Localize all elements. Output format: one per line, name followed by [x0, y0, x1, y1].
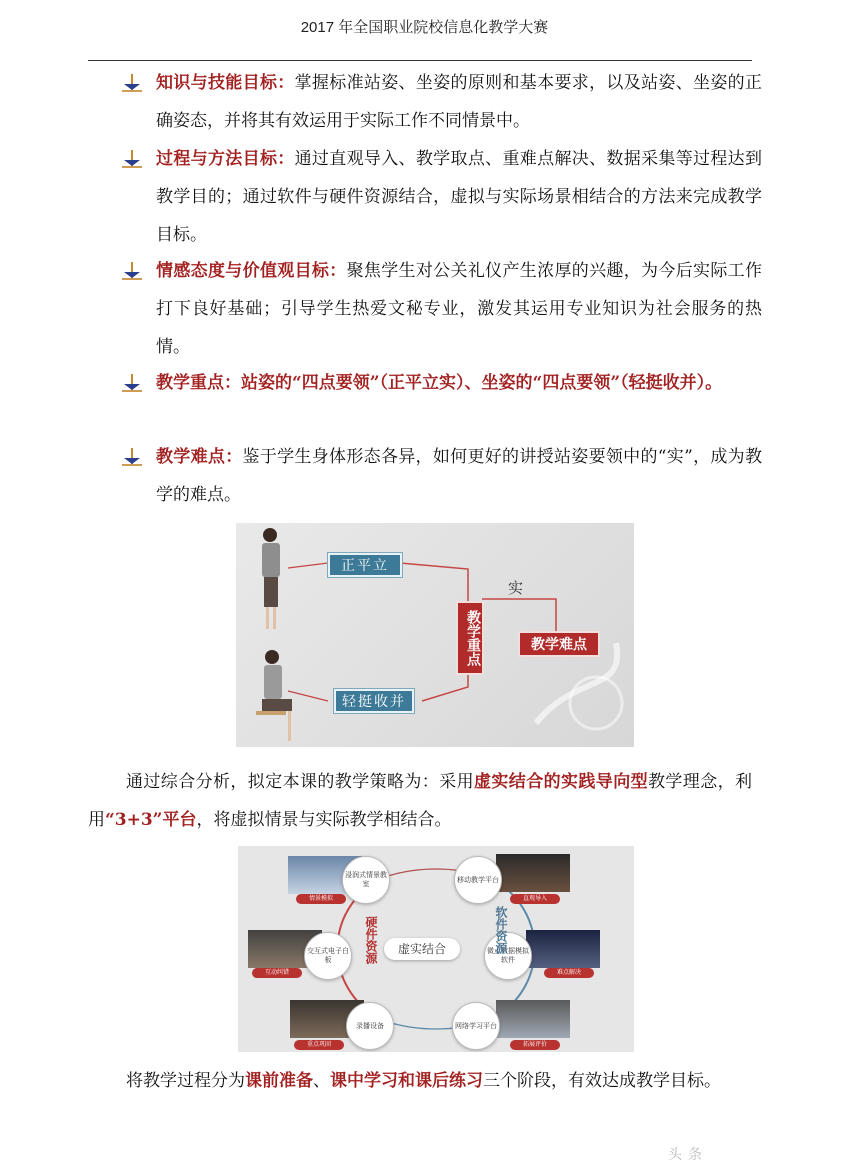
virtual-real-center: 虚实结合 [384, 938, 460, 960]
caption: 重点巩固 [294, 1040, 344, 1050]
node-mobile-platform: 移动教学平台 [454, 856, 502, 904]
objective-body: 站姿的“四点要领”（正平立实）、坐姿的“四点要领”（轻挺收并）。 [241, 373, 723, 393]
arrow-bullet-icon [122, 74, 142, 92]
objective-body: 聚焦学生对公关礼仪产生浓厚的兴趣，为今后实际工作打下良好基础；引导学生热爱文秘专业，激发其运用专业知识为社会服务的热情。 [156, 261, 763, 357]
highlight-run: 课中学习和课后练习 [330, 1071, 483, 1091]
highlight-run: “3+3”平台 [105, 810, 197, 830]
objective-body: 通过直观导入、教学取点、重难点解决、数据采集等过程达到教学目的；通过软件与硬件资源结合，虚拟与实际场景相结合的方法来完成教学目标。 [156, 149, 763, 245]
node-recording-device: 录播设备 [346, 1002, 394, 1050]
key-points-diagram [236, 523, 634, 747]
teaching-key-points [122, 364, 762, 402]
arrow-bullet-icon [122, 150, 142, 168]
highlight-run: 课前准备 [245, 1071, 313, 1091]
stand-points-box: 正平立 [328, 553, 402, 577]
sit-points-box: 轻挺收并 [334, 689, 414, 713]
process-paragraph [88, 1062, 752, 1100]
arrow-bullet-icon [122, 374, 142, 392]
objective-head: 过程与方法目标： [156, 149, 295, 169]
shi-label: 实 [508, 580, 524, 597]
caption: 拓展评价 [510, 1040, 560, 1050]
caption: 情景模拟 [296, 894, 346, 904]
objective-attitude [122, 252, 762, 366]
node-interactive-whiteboard: 交互式电子白板 [304, 932, 352, 980]
objective-head: 知识与技能目标： [156, 73, 295, 93]
objective-process [122, 140, 762, 254]
arrow-bullet-icon [122, 448, 142, 466]
teaching-difficulty [122, 438, 762, 514]
objective-knowledge [122, 64, 762, 140]
key-point-box: 教学重点 [456, 601, 484, 675]
objective-head: 教学重点： [156, 373, 241, 393]
text-run: 教学理念，利用 [88, 772, 752, 830]
difficulty-box: 教学难点 [518, 631, 600, 657]
caption: 难点解决 [544, 968, 594, 978]
objective-head: 教学难点： [156, 447, 243, 467]
strategy-paragraph [88, 763, 752, 839]
virtual-real-diagram [238, 846, 634, 1052]
node-data-software: 微点数据模拟软件 [484, 932, 532, 980]
objective-body: 掌握标准站姿、坐姿的原则和基本要求，以及站姿、坐姿的正确姿态，并将其有效运用于实际工作不同情景中。 [156, 73, 763, 131]
objective-body: 鉴于学生身体形态各异，如何更好的讲授站姿要领中的“实”，成为教学的难点。 [156, 447, 762, 505]
objective-head: 情感态度与价值观目标： [156, 261, 347, 281]
photo-data [526, 930, 600, 968]
text-run: 通过综合分析，拟定本课的教学策略为：采用 [126, 772, 474, 792]
node-immersive-classroom: 浸润式情景教室 [342, 856, 390, 904]
text-run: 、 [313, 1071, 330, 1091]
text-run: 将教学过程分为 [126, 1071, 245, 1091]
text-run: 三个阶段，有效达成教学目标。 [483, 1071, 721, 1091]
arrow-bullet-icon [122, 262, 142, 280]
page-header: 2017 年全国职业院校信息化教学大赛 [300, 19, 549, 36]
caption: 直观导入 [510, 894, 560, 904]
highlight-run: 虚实结合的实践导向型 [474, 772, 648, 792]
text-run: ，将虚拟情景与实际教学相结合。 [196, 810, 452, 830]
hardware-label: 硬件资源 [364, 916, 378, 964]
photo-network [496, 1000, 570, 1038]
header-rule [88, 60, 752, 61]
photo-mobile [496, 854, 570, 892]
node-network-platform: 网络学习平台 [452, 1002, 500, 1050]
software-label: 软件资源 [494, 906, 508, 954]
watermark: 头条 [668, 1146, 708, 1162]
caption: 互动纠错 [252, 968, 302, 978]
